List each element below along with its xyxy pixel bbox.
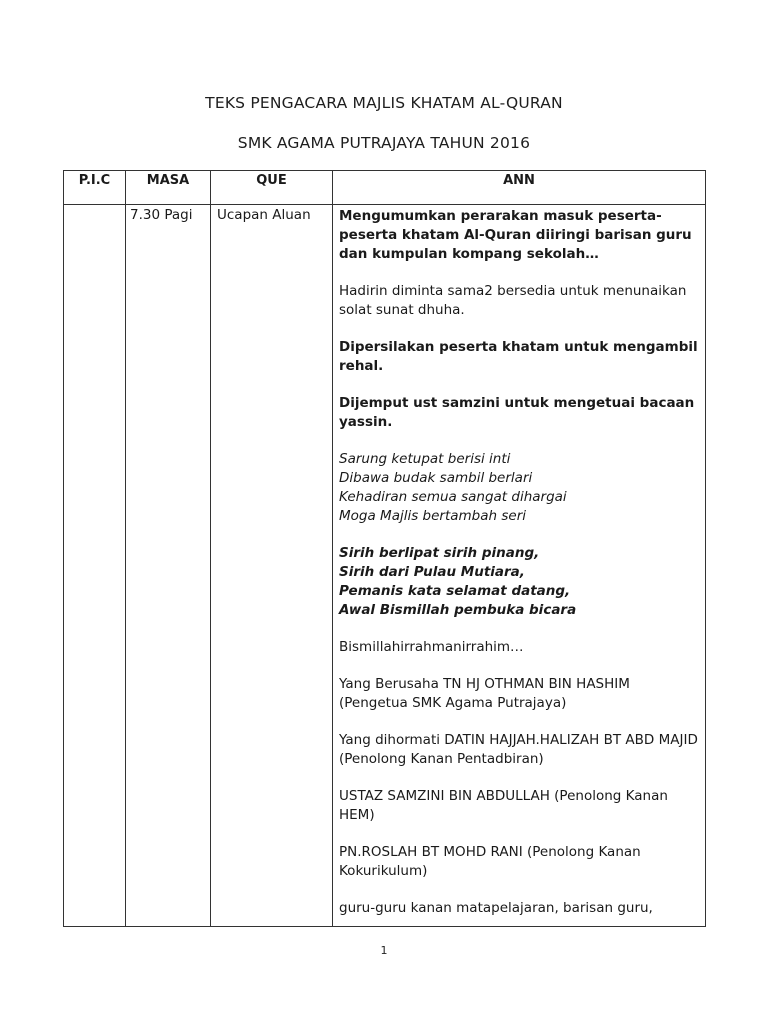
pantun-1-line: Sarung ketupat berisi inti: [339, 451, 511, 467]
header-ann: ANN: [333, 171, 706, 205]
ann-announcement: Mengumumkan perarakan masuk peserta-peserta khatam Al-Quran diiringi barisan guru dan kumpulan kompang sekolah…: [339, 208, 692, 262]
table-header-row: [64, 171, 706, 205]
header-pic: P.I.C: [64, 171, 126, 205]
pantun-1-line: Kehadiran semua sangat dihargai: [339, 489, 567, 505]
cell-ann: [333, 205, 706, 927]
ann-yassin: Dijemput ust samzini untuk mengetuai bacaan yassin.: [339, 395, 695, 430]
program-table: [63, 170, 706, 927]
page-number: 1: [380, 944, 388, 957]
document-title: TEKS PENGACARA MAJLIS KHATAM AL-QURAN: [205, 94, 563, 112]
pantun-2-line: Sirih berlipat sirih pinang,: [339, 545, 540, 561]
pantun-2-line: Pemanis kata selamat datang,: [339, 583, 571, 599]
cell-pic: [64, 205, 126, 927]
document-subtitle: SMK AGAMA PUTRAJAYA TAHUN 2016: [237, 134, 531, 152]
ann-pk-pentadbiran: Yang dihormati DATIN HAJJAH.HALIZAH BT ABD MAJID (Penolong Kanan Pentadbiran): [339, 732, 698, 767]
ann-rehal: Dipersilakan peserta khatam untuk mengambil rehal.: [339, 339, 698, 374]
cell-que: Ucapan Aluan: [211, 205, 333, 927]
pantun-1: [339, 450, 701, 526]
header-que: QUE: [211, 171, 333, 205]
ann-pengetua: Yang Berusaha TN HJ OTHMAN BIN HASHIM (Pengetua SMK Agama Putrajaya): [339, 676, 630, 711]
pantun-2: [339, 544, 701, 620]
ann-pk-hem: USTAZ SAMZINI BIN ABDULLAH (Penolong Kanan HEM): [339, 788, 668, 823]
pantun-2-line: Awal Bismillah pembuka bicara: [339, 602, 577, 618]
ann-solat-dhuha: Hadirin diminta sama2 bersedia untuk menunaikan solat sunat dhuha.: [339, 283, 687, 318]
pantun-2-line: Sirih dari Pulau Mutiara,: [339, 564, 525, 580]
ann-pk-kokurikulum: PN.ROSLAH BT MOHD RANI (Penolong Kanan Kokurikulum): [339, 844, 641, 879]
header-masa: MASA: [126, 171, 211, 205]
table-row: [64, 205, 706, 927]
pantun-1-line: Moga Majlis bertambah seri: [339, 508, 527, 524]
ann-guru: guru-guru kanan matapelajaran, barisan guru,: [339, 900, 653, 916]
ann-bismillah: Bismillahirrahmanirrahim…: [339, 639, 524, 655]
cell-masa: 7.30 Pagi: [126, 205, 211, 927]
pantun-1-line: Dibawa budak sambil berlari: [339, 470, 533, 486]
